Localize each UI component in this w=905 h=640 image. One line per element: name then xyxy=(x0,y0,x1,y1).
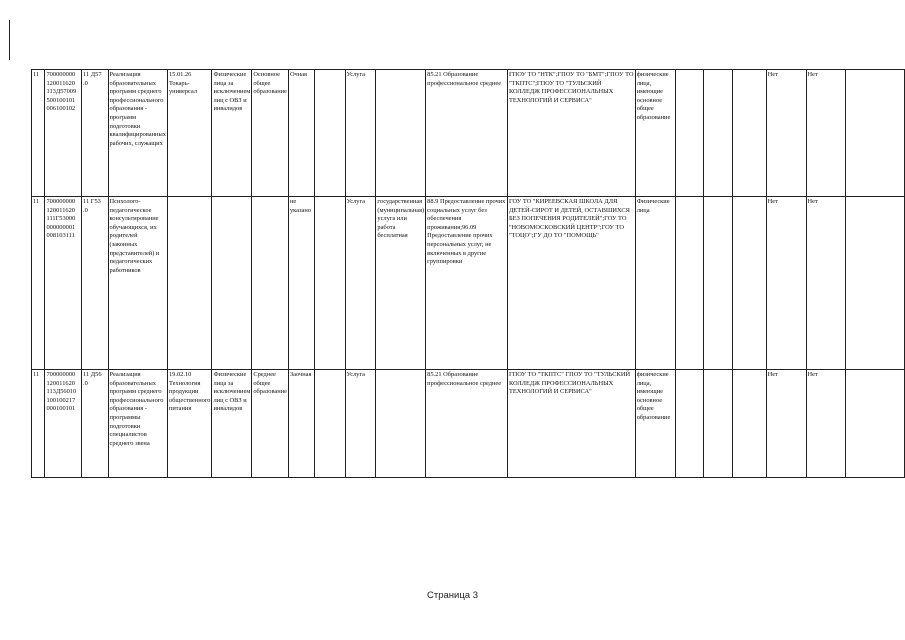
study-form: Очная xyxy=(288,70,314,197)
empty-cell xyxy=(676,70,704,197)
education-level: Среднее общее образование xyxy=(252,370,289,478)
okved-activity: 88.9 Предоставление прочих социальных услуг без обеспечения проживания;96.09 Предоставление прочих персональных услуг, не включенных в другие группировки xyxy=(426,197,508,370)
service-kind: государственная (муниципальная) услуга или работа бесплатная xyxy=(376,197,426,370)
empty-cell xyxy=(314,197,345,370)
education-level xyxy=(252,197,289,370)
row-number: 11 xyxy=(32,70,45,197)
empty-cell xyxy=(676,197,704,370)
empty-cell xyxy=(733,370,766,478)
registry-code: 700000000 120011620 113Д56010 100100217 000100101 xyxy=(45,370,82,478)
empty-cell xyxy=(704,370,733,478)
flag-value: Нет xyxy=(806,197,846,370)
empty-cell xyxy=(846,370,905,478)
flag-value: Нет xyxy=(806,370,846,478)
consumers: Физические лица xyxy=(635,197,676,370)
empty-cell xyxy=(733,70,766,197)
education-level: Основное общее образование xyxy=(252,70,289,197)
table-row xyxy=(32,197,905,370)
consumers: физические лица, имеющие основное общее образование xyxy=(635,70,676,197)
service-name: Реализация образовательных программ среднего профессионального образования - программы подготовки специалистов среднего звена xyxy=(108,370,167,478)
organizations: ГПОУ ТО "НТК";ГПОУ ТО "БМТ";ГПОУ ТО "ТКПТС";ГПОУ ТО "ТУЛЬСКИЙ КОЛЛЕДЖ ПРОФЕССИОНАЛЬНЫХ ТЕХНОЛОГИЙ И СЕРВИСА" xyxy=(507,70,635,197)
basic-service-code: 11 Г53 .0 xyxy=(82,197,109,370)
page-footer: Страница 3 xyxy=(427,590,478,601)
empty-cell xyxy=(846,197,905,370)
organizations: ГПОУ ТО "ТКПТС" ГПОУ ТО "ТУЛЬСКИЙ КОЛЛЕДЖ ПРОФЕССИОНАЛЬНЫХ ТЕХНОЛОГИЙ И СЕРВИСА" xyxy=(507,370,635,478)
flag-value: Нет xyxy=(766,70,806,197)
consumer-category xyxy=(212,197,252,370)
entry-type: Услуга xyxy=(345,70,376,197)
basic-service-code: 11 Д56 .0 xyxy=(82,370,109,478)
specialty: 15.01.26 Токарь-универсал xyxy=(167,70,212,197)
consumer-category: Физические лица за исключением лиц с ОВЗ и инвалидов xyxy=(212,70,252,197)
registry-table xyxy=(31,69,905,478)
registry-code: 700000000 120011620 113Д57009 500100101 006100102 xyxy=(45,70,82,197)
table-row xyxy=(32,70,905,197)
okved-activity: 85.21 Образование профессиональное среднее xyxy=(426,370,508,478)
row-number: 11 xyxy=(32,197,45,370)
empty-cell xyxy=(733,197,766,370)
empty-cell xyxy=(704,70,733,197)
empty-cell xyxy=(704,197,733,370)
entry-type: Услуга xyxy=(345,197,376,370)
service-name: Психолого-педагогическое консультирование обучающихся, их родителей (законных представителей) и педагогических работников xyxy=(108,197,167,370)
service-kind xyxy=(376,70,426,197)
margin-line xyxy=(9,20,10,60)
service-name: Реализация образовательных программ среднего профессионального образования - программ подготовки квалифицированных рабочих, служащих xyxy=(108,70,167,197)
entry-type: Услуга xyxy=(345,370,376,478)
consumer-category: Физические лица за исключением лиц с ОВЗ и инвалидов xyxy=(212,370,252,478)
organizations: ГОУ ТО "КИРЕЕВСКАЯ ШКОЛА ДЛЯ ДЕТЕЙ-СИРОТ И ДЕТЕЙ, ОСТАВШИХСЯ БЕЗ ПОПЕЧЕНИЯ РОДИТЕЛЕЙ";ГОУ ТО "НОВОМОСКОВСКИЙ ЦЕНТР";ГОУ ТО "ТОЦО";ГУ ДО ТО "ПОМОЩЬ" xyxy=(507,197,635,370)
flag-value: Нет xyxy=(766,197,806,370)
specialty: 19.02.10 Технология продукции общественного питания xyxy=(167,370,212,478)
registry-code: 700000000 120011620 111Г53000 000000001 008103111 xyxy=(45,197,82,370)
consumers: физические лица, имеющие основное общее образование xyxy=(635,370,676,478)
flag-value: Нет xyxy=(766,370,806,478)
row-number: 11 xyxy=(32,370,45,478)
study-form: Заочная xyxy=(288,370,314,478)
basic-service-code: 11 Д57 .0 xyxy=(82,70,109,197)
table-row xyxy=(32,370,905,478)
empty-cell xyxy=(314,70,345,197)
empty-cell xyxy=(676,370,704,478)
service-kind xyxy=(376,370,426,478)
empty-cell xyxy=(846,70,905,197)
study-form: не указано xyxy=(288,197,314,370)
flag-value: Нет xyxy=(806,70,846,197)
empty-cell xyxy=(314,370,345,478)
okved-activity: 85.21 Образование профессиональное среднее xyxy=(426,70,508,197)
specialty xyxy=(167,197,212,370)
